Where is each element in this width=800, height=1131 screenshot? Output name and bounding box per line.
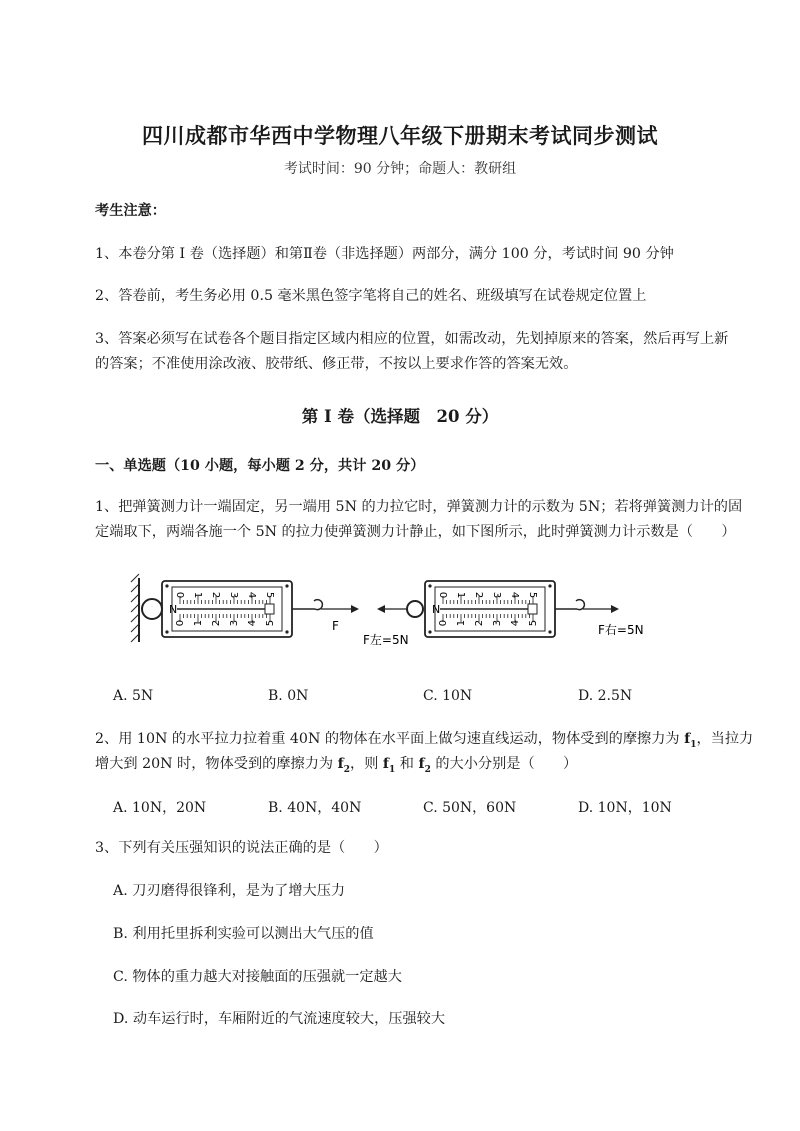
scale-label: 5	[265, 619, 276, 627]
q2-option-a[interactable]: A. 10N，20N	[113, 800, 207, 816]
notice-item-1: 1、本卷分第 I 卷（选择题）和第Ⅱ卷（非选择题）两部分，满分 100 分，考试时间 90 分钟	[95, 246, 674, 262]
page-title: 四川成都市华西中学物理八年级下册期末考试同步测试	[142, 123, 658, 148]
symbol-f1: $f_1$	[684, 731, 697, 750]
scale-label: 3	[228, 591, 239, 599]
force-label-f-right: F右=5N	[598, 623, 644, 637]
scale-label: 3	[492, 619, 503, 627]
scale-label: 4	[246, 591, 257, 599]
q1-option-d[interactable]: D. 2.5N	[578, 688, 633, 704]
q1-stem-line2: 定端取下，两端各施一个 5N 的拉力使弹簧测力计静止，如下图所示，此时弹簧测力计示数是（ ）	[95, 524, 736, 540]
q1-option-b[interactable]: B. 0N	[268, 688, 309, 704]
scale-label: 2	[211, 619, 222, 627]
q2-option-b[interactable]: B. 40N，40N	[268, 800, 362, 816]
q3-option-b[interactable]: B. 利用托里拆利实验可以测出大气压的值	[113, 926, 374, 942]
q2-stem-line1: 2、用 10N 的水平拉力拉着重 40N 的物体在水平面上做匀速直线运动，物体受到的摩擦力为 $f_1$，当拉力	[95, 731, 754, 750]
force-label-f-left: F左=5N	[363, 633, 409, 647]
q3-option-c[interactable]: C. 物体的重力越大对接触面的压强就一定越大	[113, 969, 402, 985]
symbol-f1-again: $f_1$	[382, 756, 396, 775]
ring-right	[407, 601, 423, 617]
scale-label: 1	[456, 619, 467, 627]
scale-label: 5	[527, 591, 538, 599]
scale-label: 2	[210, 591, 221, 599]
q2-option-d[interactable]: D. 10N，10N	[578, 800, 672, 816]
symbol-f2-again: $f_2$	[418, 756, 431, 775]
hook-right-balance	[576, 600, 584, 610]
scale-label: 0	[174, 591, 185, 599]
force-label-f: F	[332, 619, 339, 633]
spring-balance-figure	[125, 568, 665, 658]
symbol-f2: $f_2$	[337, 756, 350, 775]
exam-info: 考试时间：90 分钟；命题人：教研组	[283, 161, 517, 177]
scale-label: 0	[438, 619, 449, 627]
q3-option-a[interactable]: A. 刀刃磨得很锋利，是为了增大压力	[113, 883, 346, 899]
q3-option-d[interactable]: D. 动车运行时，车厢附近的气流速度较大，压强较大	[113, 1011, 446, 1027]
q3-stem: 3、下列有关压强知识的说法正确的是（ ）	[95, 840, 388, 856]
hook-left-balance	[314, 600, 322, 610]
notice-item-2: 2、答卷前，考生务必用 0.5 毫米黑色签字笔将自己的姓名、班级填写在试卷规定位置上	[95, 288, 647, 304]
scale-label: 1	[192, 591, 203, 599]
scale-label: 2	[474, 619, 485, 627]
ring-left	[142, 599, 162, 619]
zero-label-right: N	[432, 603, 441, 616]
fixed-wall	[131, 574, 139, 642]
section-title: 第 I 卷（选择题 20 分）	[301, 407, 499, 426]
q2-option-c[interactable]: C. 50N，60N	[423, 800, 517, 816]
scale-label: 5	[264, 591, 275, 599]
notice-item-3: 3、答案必须写在试卷各个题目指定区域内相应的位置，如需改动，先划掉原来的答案，然后再写上新	[95, 331, 729, 347]
q1-option-a[interactable]: A. 5N	[113, 688, 154, 704]
scale-label: 5	[528, 619, 539, 627]
notice-heading: 考生注意：	[95, 203, 166, 219]
spring-balance-left	[142, 581, 359, 637]
spring-balance-right	[377, 581, 619, 637]
q1-stem-line1: 1、把弹簧测力计一端固定，另一端用 5N 的力拉它时，弹簧测力计的示数为 5N；若将弹簧测力计的固	[95, 499, 743, 515]
part-heading: 一、单选题（10 小题，每小题 2 分，共计 20 分）	[95, 458, 425, 474]
q2-stem-line2: 增大到 20N 时，物体受到的摩擦力为 $f_2$，则 $f_1$ 和 $f_2$ 的大小分别是（ ）	[95, 756, 578, 775]
zero-label-left: N	[169, 603, 178, 616]
scale-label: 4	[247, 619, 258, 627]
notice-item-3-cont: 的答案；不准使用涂改液、胶带纸、修正带，不按以上要求作答的答案无效。	[95, 356, 578, 372]
scale-label: 3	[229, 619, 240, 627]
scale-label: 4	[510, 619, 521, 627]
scale-label: 0	[437, 591, 448, 599]
scale-label: 1	[193, 619, 204, 627]
scale-label: 0	[175, 619, 186, 627]
scale-label: 3	[491, 591, 502, 599]
scale-label: 4	[509, 591, 520, 599]
q1-option-c[interactable]: C. 10N	[423, 688, 473, 704]
scale-label: 2	[473, 591, 484, 599]
scale-label: 1	[455, 591, 466, 599]
